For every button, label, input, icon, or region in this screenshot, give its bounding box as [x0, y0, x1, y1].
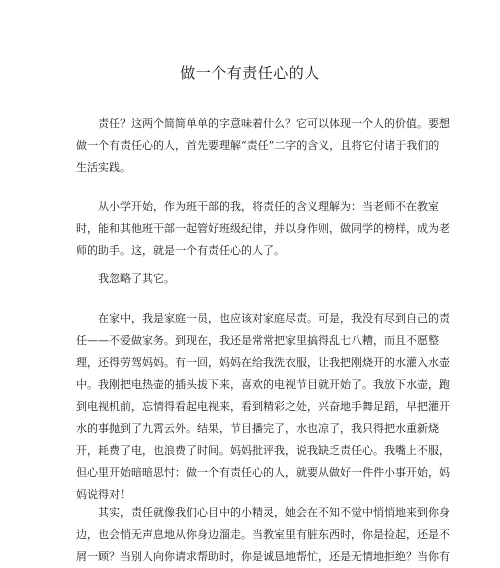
text-line: 时，能和其他班干部一起管好班级纪律，并以身作则，做同学的榜样，成为老 [76, 222, 450, 235]
text-line: 任——不爱做家务。到现在，我还是常常把家里搞得乱七八糟，而且不愿整 [76, 334, 439, 347]
text-line: 我忽略了其它。 [98, 272, 175, 285]
text-line: 师的助手。这，就是一个有责任心的人了。 [76, 244, 285, 257]
paragraph-4 [76, 308, 450, 506]
text-line: 其实，责任就像我们心目中的小精灵，她会在不知不觉中悄悄地来到你身 [98, 506, 450, 519]
text-line: 妈说得对！ [76, 488, 131, 501]
text-line: 边，也会悄无声息地从你身边溜走。当教室里有脏东西时，你是捡起，还是不 [76, 528, 450, 541]
page-title: 做一个有责任心的人 [180, 64, 320, 82]
paragraph-1 [76, 113, 450, 179]
text-line: 中。我刚把电热壶的插头拔下来，喜欢的电视节目就开始了。我放下水壶，跑 [76, 378, 450, 391]
text-line: 但心里开始暗暗思忖：做一个有责任心的人，就要从做好一件件小事开始，妈 [76, 466, 450, 479]
paragraph-3 [76, 268, 426, 290]
text-line: 从小学开始，作为班干部的我，将责任的含义理解为：当老师不在教室 [98, 200, 439, 213]
paragraph-5 [76, 502, 450, 568]
text-line: 水的事抛到了九霄云外。结果，节目播完了，水也凉了，我只得把水重新烧 [76, 422, 439, 435]
text-line: 责任？这两个简简单单的字意味着什么？它可以体现一个人的价值。要想 [98, 117, 450, 130]
text-line: 理，还得劳驾妈妈。有一回，妈妈在给我洗衣服，让我把刚烧开的水灌入水壶 [76, 356, 450, 369]
text-line: 屑一顾？当别人向你请求帮助时，你是诚恳地帮忙，还是无情地拒绝？当你有 [76, 550, 450, 563]
text-line: 到电视机前，忘情得看起电视来，看到精彩之处，兴奋地手舞足蹈，早把灌开 [76, 400, 450, 413]
paragraph-2 [76, 196, 450, 262]
text-line: 开，耗费了电，也浪费了时间。妈妈批评我，说我缺乏责任心。我嘴上不服， [76, 444, 450, 457]
text-line: 做一个有责任心的人，首先要理解“责任”二字的含义，且将它付诸于我们的 [76, 139, 440, 152]
text-line: 在家中，我是家庭一员，也应该对家庭尽责。可是，我没有尽到自己的责 [98, 312, 450, 325]
text-line: 生活实践。 [76, 161, 131, 174]
